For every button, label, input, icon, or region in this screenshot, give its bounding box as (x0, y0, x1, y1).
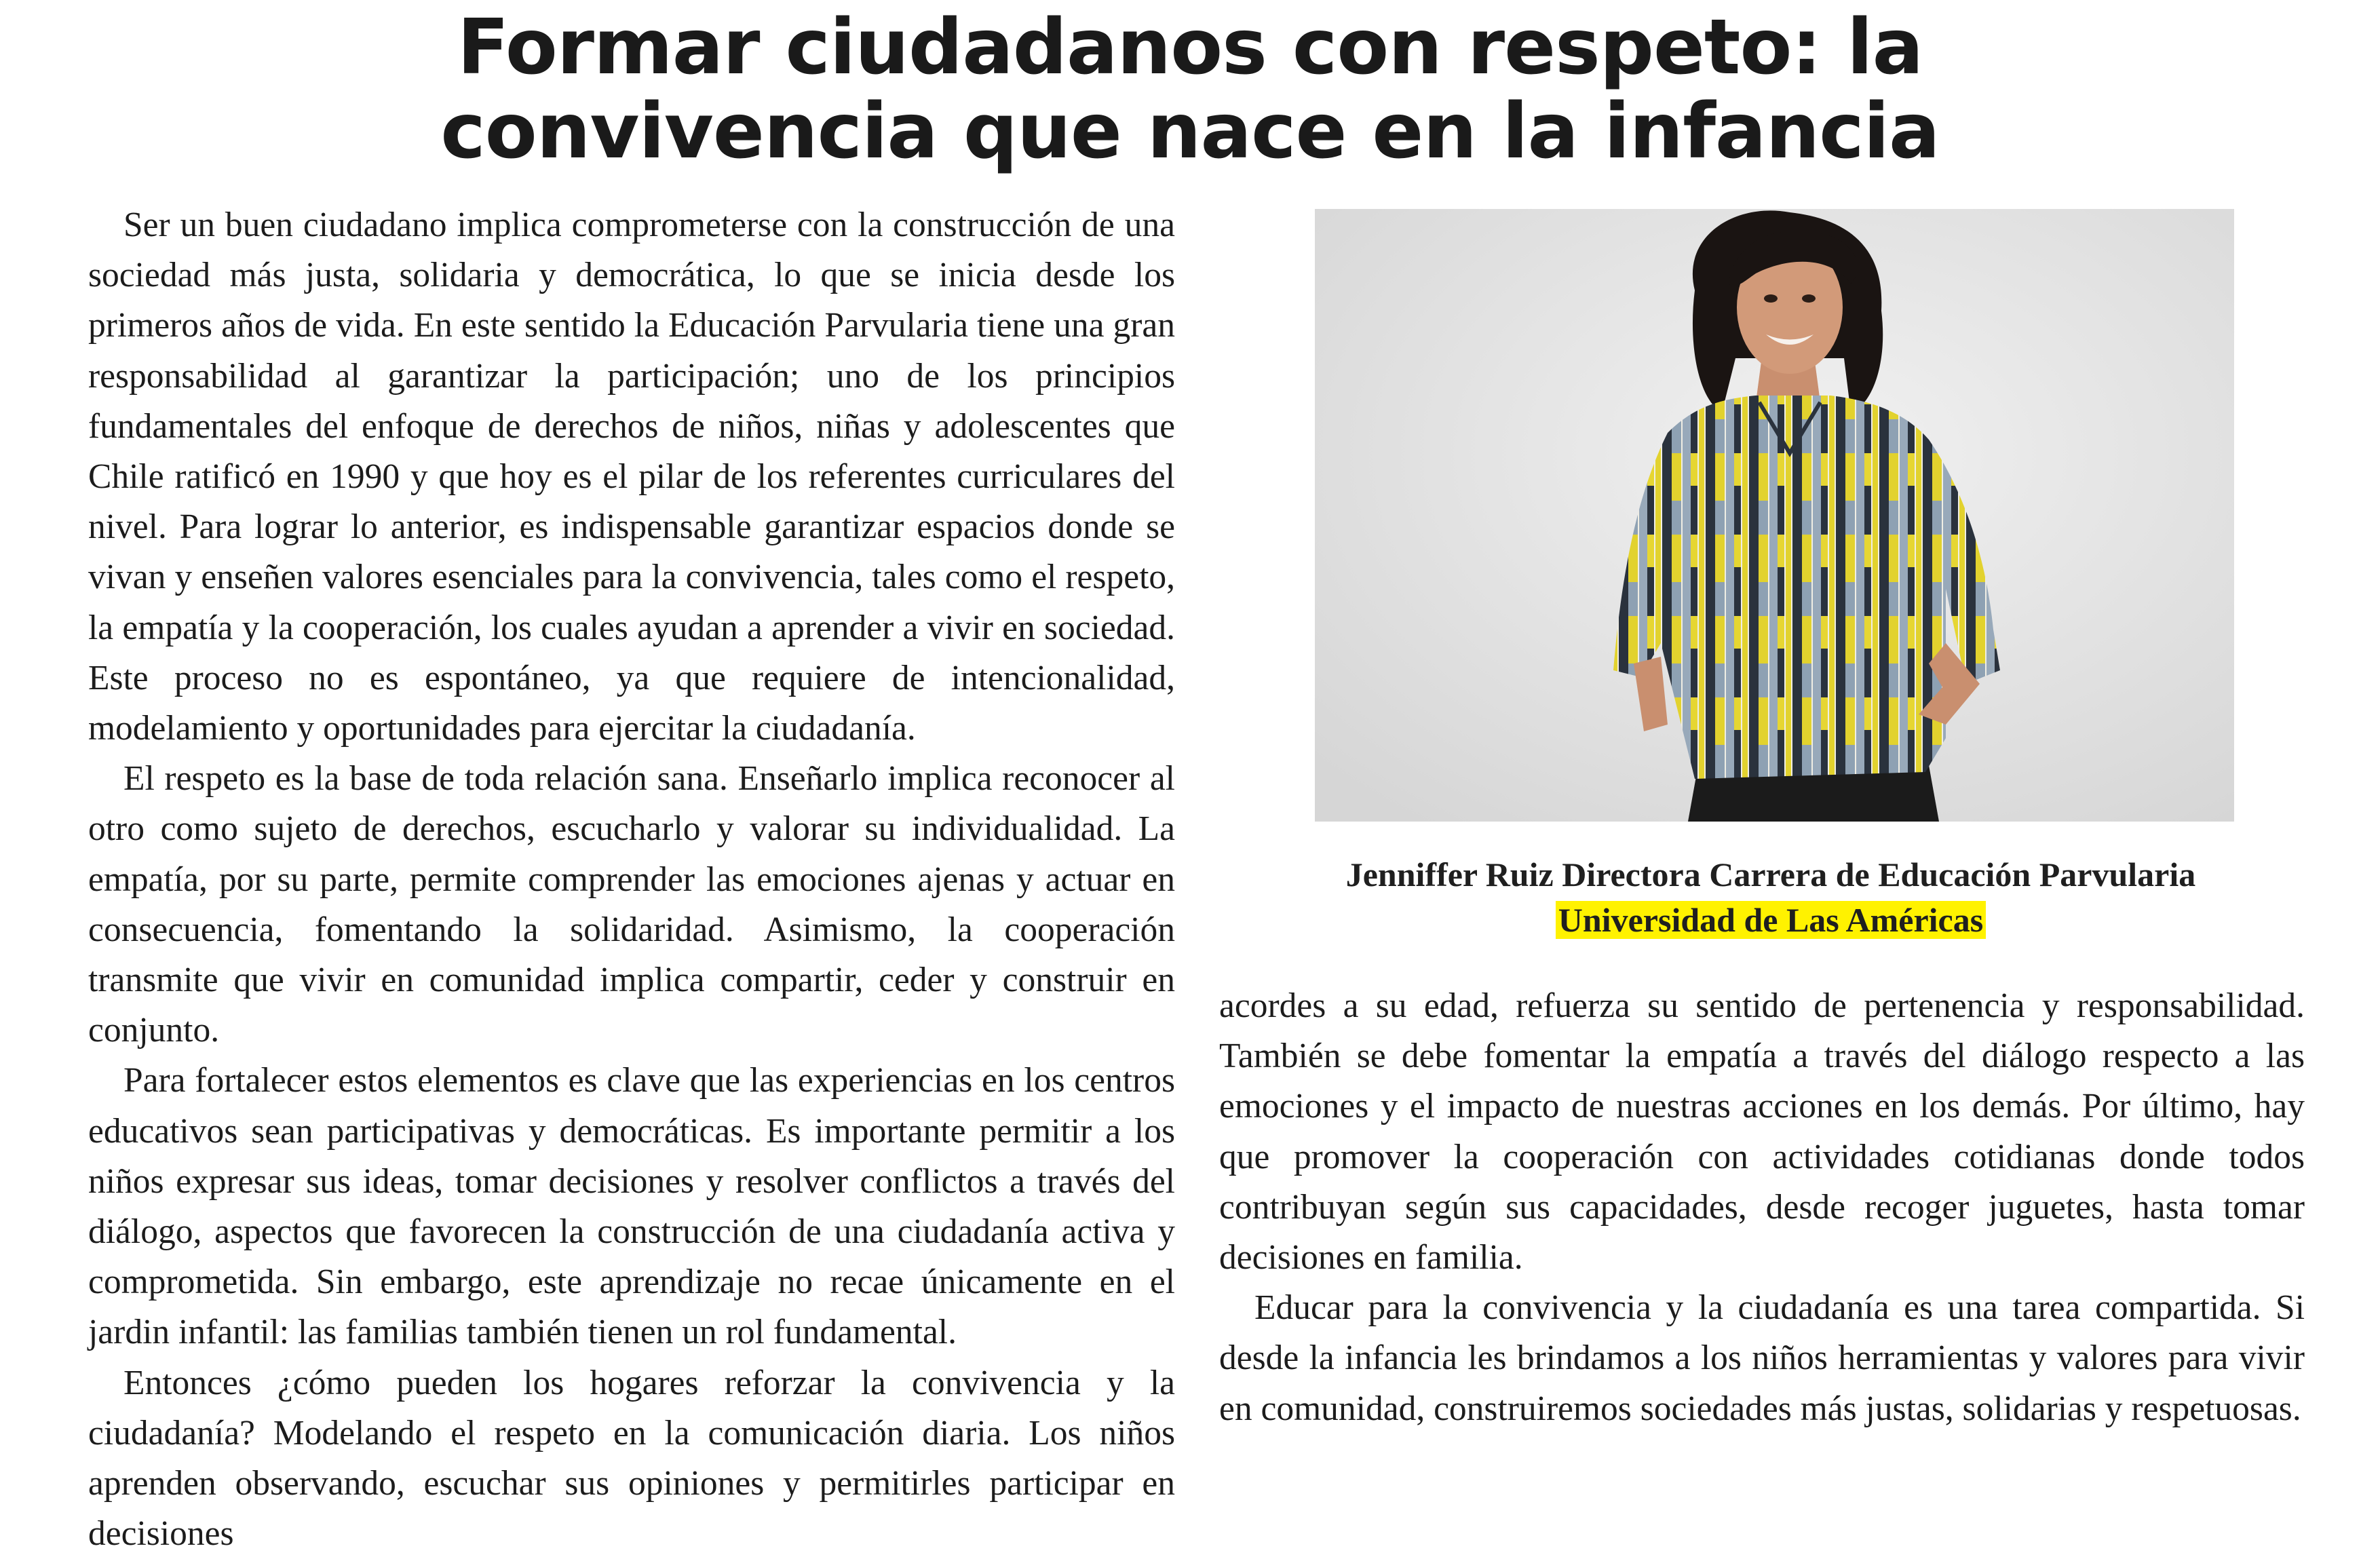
body-paragraph: Entonces ¿cómo pueden los hogares reforzar la convivencia y la ciudadanía? Modelando el respeto en la comunicación diaria. Los niños aprenden observando, escuchar sus opiniones y permitirles participar en decisiones (88, 1363, 1175, 1554)
caption-institution-line (1255, 898, 2286, 943)
right-column (1219, 981, 2305, 1434)
left-column (88, 200, 1175, 1559)
body-paragraph: Para fortalecer estos elementos es clave que las experiencias en los centros educativos sean participativas y democráticas. Es importante permitir a los niños expresar sus ideas, tomar decisiones y resolver conflictos a través del diálogo, aspectos que favorecen la construcción de una ciudadanía activa y comprometida. Sin embargo, este aprendizaje no recae únicamente en el jardin infantil: las familias también tienen un rol fundamental. (88, 1061, 1175, 1352)
body-paragraph: Educar para la convivencia y la ciudadanía es una tarea compartida. Si desde la infancia les brindamos a los niños herramientas y valores para vivir en comunidad, construiremos sociedades más justas, solidarias y respetuosas. (1219, 1288, 2305, 1428)
caption-institution: Universidad de Las Américas (1556, 901, 1986, 939)
portrait-photo (1315, 209, 2234, 822)
article-title (0, 5, 2380, 174)
caption-name-title: Jenniffer Ruiz Directora Carrera de Educación Parvularia (1345, 855, 2196, 893)
body-paragraph: Ser un buen ciudadano implica comprometerse con la construcción de una sociedad más justa, solidaria y democrática, lo que se inicia desde los primeros años de vida. En este sentido la Educación Parvularia tiene una gran responsabilidad al garantizar la participación; uno de los principios fundamentales del enfoque de derechos de niños, niñas y adolescentes que Chile ratificó en 1990 y que hoy es el pilar de los referentes curriculares del nivel. Para lograr lo anterior, es indispensable garantizar espacios donde se vivan y enseñen valores esenciales para la convivencia, tales como el respeto, la empatía y la cooperación, los cuales ayudan a aprender a vivir en sociedad. Este proceso no es espontáneo, ya que requiere de intencionalidad, modelamiento y oportunidades para ejercitar la ciudadanía. (88, 206, 1175, 748)
photo-caption (1255, 852, 2286, 943)
body-paragraph: El respeto es la base de toda relación sana. Enseñarlo implica reconocer al otro como sujeto de derechos, escucharlo y valorar su individualidad. La empatía, por su parte, permite comprender las emociones ajenas y actuar en consecuencia, fomentando la solidaridad. Asimismo, la cooperación transmite que vivir en comunidad implica compartir, ceder y construir en conjunto. (88, 759, 1175, 1050)
body-paragraph: acordes a su edad, refuerza su sentido de pertenencia y responsabilidad. También se debe fomentar la empatía a través del diálogo respecto a las emociones y el impacto de nuestras acciones en los demás. Por último, hay que promover la cooperación con actividades cotidianas donde todos contribuyan según sus capacidades, desde recoger juguetes, hasta tomar decisiones en familia. (1219, 986, 2305, 1277)
title-line-2: convivencia que nace en la infancia (440, 88, 1940, 176)
title-line-1: Formar ciudadanos con respeto: la (457, 3, 1923, 92)
